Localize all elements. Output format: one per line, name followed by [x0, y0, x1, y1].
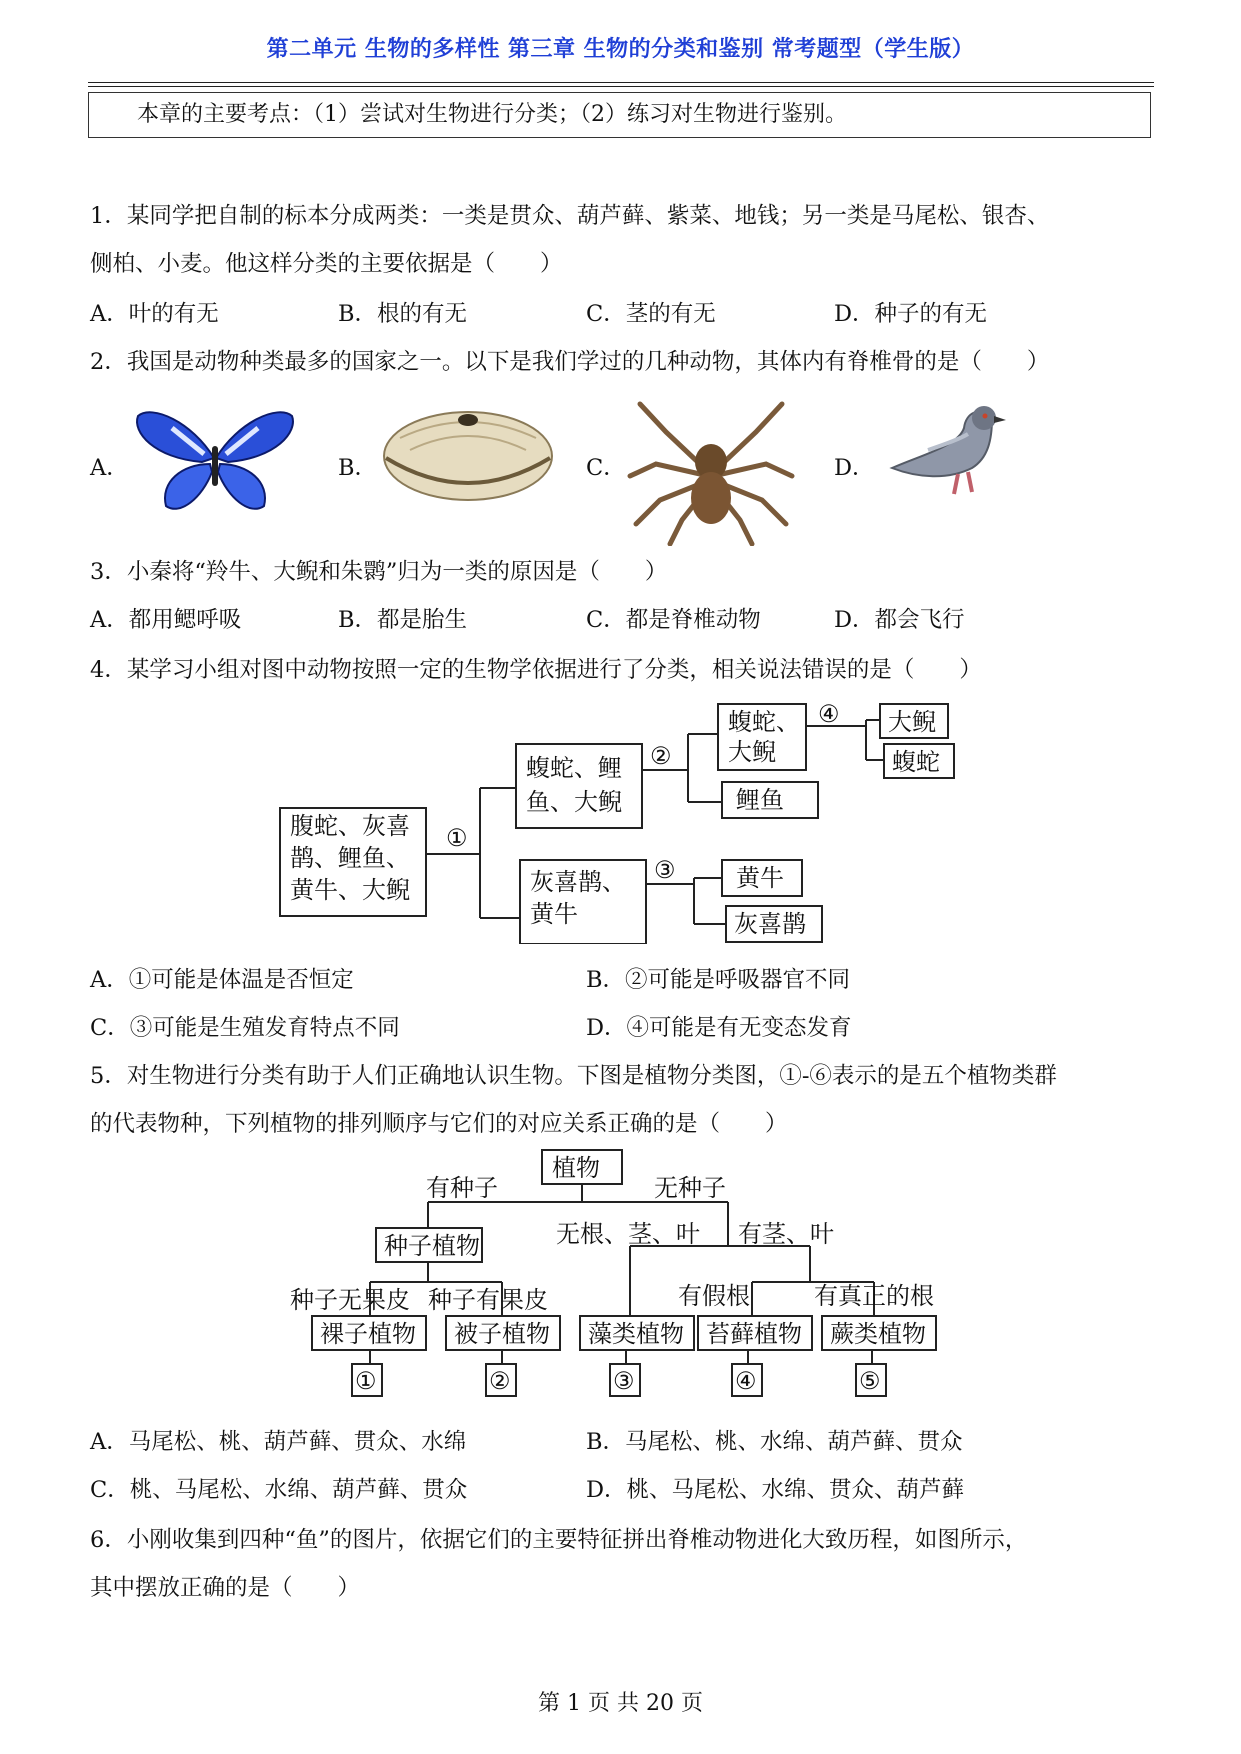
q5-node: 种子植物	[384, 1232, 480, 1260]
q5-label: 无根、茎、叶	[556, 1220, 700, 1248]
q5-option-d[interactable]: D．桃、马尾松、水绵、贯众、葫芦藓	[586, 1477, 965, 1503]
q2-option-c[interactable]: C．	[586, 455, 626, 481]
q4-node-text: 黄牛	[530, 900, 578, 928]
q4-node-text: 蝮蛇、鲤	[526, 754, 622, 782]
q6-stem-cont: 其中摆放正确的是（ ）	[90, 1575, 361, 1601]
q5-number: ②	[489, 1367, 511, 1395]
q5-option-b[interactable]: B．马尾松、桃、水绵、葫芦藓、贯众	[586, 1429, 963, 1455]
q5-number: ③	[613, 1367, 635, 1395]
q3-option-a[interactable]: A．都用鳃呼吸	[90, 607, 242, 633]
q5-label: 种子有果皮	[428, 1286, 548, 1314]
butterfly-icon	[132, 402, 298, 520]
page-header: 第二单元 生物的多样性 第三章 生物的分类和鉴别 常考题型（学生版）	[266, 37, 975, 62]
q4-node-text: 蝮蛇、	[728, 708, 800, 736]
q4-node-text: 鱼、大鲵	[526, 788, 622, 816]
q4-option-b[interactable]: B．②可能是呼吸器官不同	[586, 967, 851, 993]
q2-option-b[interactable]: B．	[338, 455, 378, 481]
q5-stem-cont: 的代表物种，下列植物的排列顺序与它们的对应关系正确的是（ ）	[90, 1111, 788, 1137]
q5-number: ④	[735, 1367, 757, 1395]
q4-option-a[interactable]: A．①可能是体温是否恒定	[90, 967, 354, 993]
q2-option-a[interactable]: A．	[90, 455, 129, 481]
q4-root-text: 腹蛇、灰喜	[290, 812, 410, 840]
q4-option-d[interactable]: D．④可能是有无变态发育	[586, 1015, 852, 1041]
q5-label: 有真正的根	[814, 1282, 934, 1310]
q4-node-text: 鲤鱼	[736, 786, 784, 814]
page-footer: 第 1 页 共 20 页	[538, 1691, 703, 1716]
q5-option-c[interactable]: C．桃、马尾松、水绵、葫芦藓、贯众	[90, 1477, 468, 1503]
q5-group: 蕨类植物	[830, 1320, 926, 1348]
q1-option-c[interactable]: C．茎的有无	[586, 301, 716, 327]
q4-node-text: 蝮蛇	[892, 748, 940, 776]
q5-label: 有假根	[678, 1282, 750, 1310]
q4-option-c[interactable]: C．③可能是生殖发育特点不同	[90, 1015, 400, 1041]
q5-label: 有种子	[426, 1174, 498, 1202]
q5-number: ⑤	[859, 1367, 881, 1395]
q6-stem: 6．小刚收集到四种“鱼”的图片，依据它们的主要特征拼出脊椎动物进化大致历程，如图所示，	[90, 1527, 1028, 1553]
plant-classification-diagram	[280, 1146, 970, 1406]
q5-root: 植物	[552, 1154, 600, 1182]
clam-icon	[380, 398, 556, 508]
header-rule	[88, 86, 1154, 87]
q1-option-a[interactable]: A．叶的有无	[90, 301, 219, 327]
q3-option-b[interactable]: B．都是胎生	[338, 607, 468, 633]
q2-stem: 2．我国是动物种类最多的国家之一。以下是我们学过的几种动物，其体内有脊椎骨的是（ ）	[90, 349, 1050, 375]
q2-option-d[interactable]: D．	[834, 455, 875, 481]
q5-group: 藻类植物	[588, 1320, 684, 1348]
q1-stem: 1．某同学把自制的标本分成两类：一类是贯众、葫芦藓、紫菜、地钱；另一类是马尾松、银杏、	[90, 203, 1050, 229]
q5-label: 有茎、叶	[738, 1220, 834, 1248]
q4-root-text: 鹊、鲤鱼、	[290, 844, 410, 872]
q1-stem-cont: 侧柏、小麦。他这样分类的主要依据是（ ）	[90, 251, 563, 277]
q4-node-text: 黄牛	[736, 864, 784, 892]
q4-marker-2: ②	[650, 742, 672, 770]
q5-option-a[interactable]: A．马尾松、桃、葫芦藓、贯众、水绵	[90, 1429, 467, 1455]
q3-option-d[interactable]: D．都会飞行	[834, 607, 965, 633]
q5-group: 被子植物	[454, 1320, 550, 1348]
q4-node-text: 大鲵	[728, 738, 776, 766]
q5-number: ①	[355, 1367, 377, 1395]
q1-option-d[interactable]: D．种子的有无	[834, 301, 988, 327]
spider-icon	[626, 396, 796, 546]
q5-stem: 5．对生物进行分类有助于人们正确地认识生物。下图是植物分类图，①-⑥表示的是五个植物类群	[90, 1063, 1057, 1089]
q4-root-text: 黄牛、大鲵	[290, 876, 410, 904]
q4-marker-4: ④	[818, 700, 840, 728]
q4-node-text: 灰喜鹊	[734, 910, 806, 938]
q5-label: 种子无果皮	[290, 1286, 410, 1314]
q5-group: 裸子植物	[320, 1320, 416, 1348]
header-rule	[88, 82, 1154, 83]
q5-group: 苔藓植物	[706, 1320, 802, 1348]
q4-node-text: 大鲵	[888, 708, 936, 736]
q1-option-b[interactable]: B．根的有无	[338, 301, 468, 327]
q3-stem: 3．小秦将“羚牛、大鲵和朱鹮”归为一类的原因是（ ）	[90, 559, 668, 585]
animal-classification-diagram	[270, 694, 970, 944]
keypoints-box: 本章的主要考点：（1）尝试对生物进行分类；（2）练习对生物进行鉴别。	[88, 92, 1151, 138]
q4-marker-1: ①	[446, 824, 468, 852]
pigeon-icon	[888, 398, 1016, 508]
q4-marker-3: ③	[654, 856, 676, 884]
q5-label: 无种子	[654, 1174, 726, 1202]
q4-node-text: 灰喜鹊、	[530, 868, 626, 896]
q3-option-c[interactable]: C．都是脊椎动物	[586, 607, 761, 633]
q4-stem: 4．某学习小组对图中动物按照一定的生物学依据进行了分类，相关说法错误的是（ ）	[90, 657, 982, 683]
